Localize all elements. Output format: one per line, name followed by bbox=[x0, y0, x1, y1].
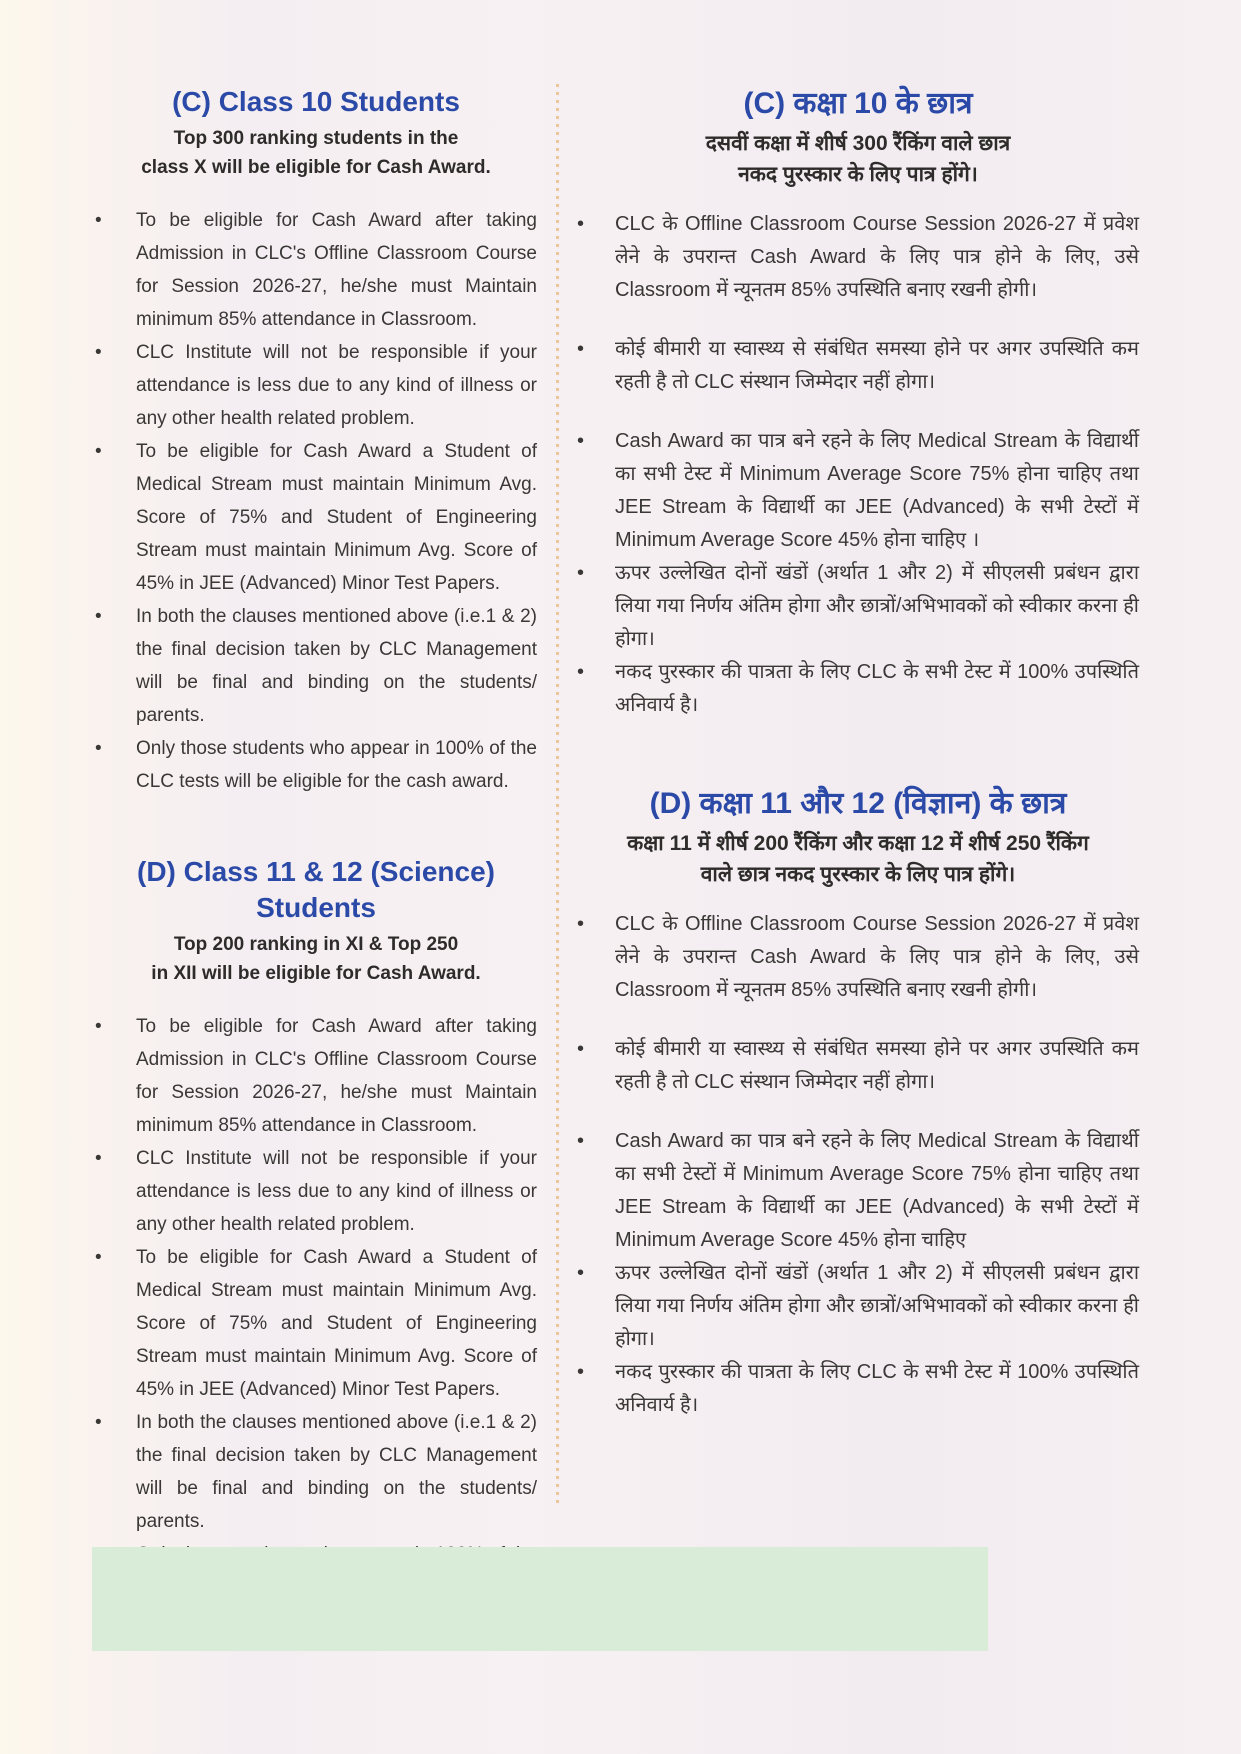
bullet-text: ऊपर उल्लेखित दोनों खंडों (अर्थात 1 और 2) में सीएलसी प्रबंधन द्वारा लिया गया निर्णय अंतिम होगा और छात्रों/अभिभावकों को स्वीकार करना ही होगा। bbox=[615, 562, 1139, 650]
bullet-text: CLC के Offline Classroom Course Session 2026-27 में प्रवेश लेने के उपरान्त Cash Award के लिए पात्र होने के लिए, उसे Classroom में न्यूनतम 85% उपस्थिति बनाए रखनी होगी। bbox=[615, 213, 1139, 301]
bullet-item bbox=[577, 1356, 1139, 1422]
bullet-text: To be eligible for Cash Award after taking Admission in CLC's Offline Classroom Course for Session 2026-27, he/she must Maintain minimum 85% attendance in Classroom. bbox=[136, 210, 537, 330]
section-heading: (C) Class 10 Students bbox=[172, 86, 460, 117]
bullet-item bbox=[95, 600, 537, 732]
bullet-item bbox=[95, 1241, 537, 1406]
bullet-item bbox=[577, 333, 1139, 399]
section-subheading bbox=[95, 124, 537, 182]
hindi-column bbox=[577, 84, 1139, 1422]
bullet-marker: • bbox=[577, 213, 585, 235]
bullet-text: CLC Institute will not be responsible if your attendance is less due to any kind of illness or any other health related problem. bbox=[136, 1148, 537, 1235]
green-highlight-box bbox=[92, 1547, 988, 1651]
bullet-item bbox=[577, 425, 1139, 557]
bullet-marker: • bbox=[577, 1361, 585, 1383]
subheading-line: दसवीं कक्षा में शीर्ष 300 रैंकिंग वाले छात्र bbox=[705, 132, 1011, 155]
bullet-text: ऊपर उल्लेखित दोनों खंडों (अर्थात 1 और 2) में सीएलसी प्रबंधन द्वारा लिया गया निर्णय अंतिम होगा और छात्रों/अभिभावकों को स्वीकार करना ही होगा। bbox=[615, 1262, 1139, 1350]
bullet-text: Only those students who appear in 100% of the CLC tests will be eligible for the cash award. bbox=[136, 738, 537, 792]
bullet-item bbox=[95, 1010, 537, 1142]
bullet-item bbox=[95, 204, 537, 336]
bullet-text: To be eligible for Cash Award a Student of Medical Stream must maintain Minimum Avg. Score of 75% and Student of Engineering Stream must maintain Minimum Avg. Score of 45% in JEE (Advanced) Minor Test Papers. bbox=[136, 441, 537, 594]
subheading-line: नकद पुरस्कार के लिए पात्र होंगे। bbox=[738, 163, 978, 186]
bullet-marker: • bbox=[95, 1148, 102, 1169]
section-subheading bbox=[577, 128, 1139, 190]
bullet-text: Cash Award का पात्र बने रहने के लिए Medical Stream के विद्यार्थी का सभी टेस्टों में Minimum Average Score 75% होना चाहिए तथा JEE Stream के विद्यार्थी का JEE (Advanced) के सभी टेस्टों में Minimum Average Score 45% होना चाहिए bbox=[615, 1130, 1139, 1251]
bullet-item bbox=[577, 208, 1139, 307]
section-d-english bbox=[95, 854, 537, 1604]
bullet-item bbox=[577, 1125, 1139, 1257]
bullet-item bbox=[95, 1142, 537, 1241]
section-d-hindi bbox=[577, 784, 1139, 1422]
subheading-line: Top 300 ranking students in the bbox=[173, 128, 459, 149]
subheading-line: class X will be eligible for Cash Award. bbox=[141, 157, 491, 178]
bullet-marker: • bbox=[577, 1262, 585, 1284]
bullet-item bbox=[95, 732, 537, 798]
section-c-english bbox=[95, 84, 537, 798]
bullet-marker: • bbox=[95, 210, 102, 231]
bullet-text: To be eligible for Cash Award after taking Admission in CLC's Offline Classroom Course for Session 2026-27, he/she must Maintain minimum 85% attendance in Classroom. bbox=[136, 1016, 537, 1136]
column-divider bbox=[556, 84, 559, 1505]
bullet-marker: • bbox=[95, 606, 102, 627]
bullet-item bbox=[577, 908, 1139, 1007]
bullet-marker: • bbox=[95, 342, 102, 363]
bullet-text: CLC के Offline Classroom Course Session 2026-27 में प्रवेश लेने के उपरान्त Cash Award के लिए पात्र होने के लिए, उसे Classroom में न्यूनतम 85% उपस्थिति बनाए रखनी होगी। bbox=[615, 913, 1139, 1001]
section-heading: (C) कक्षा 10 के छात्र bbox=[743, 87, 973, 120]
section-subheading bbox=[577, 828, 1139, 890]
bullet-list bbox=[95, 204, 537, 798]
bullet-marker: • bbox=[95, 1016, 102, 1037]
bullet-marker: • bbox=[577, 338, 585, 360]
bullet-list bbox=[95, 1010, 537, 1604]
bullet-text: In both the clauses mentioned above (i.e.1 & 2) the final decision taken by CLC Management will be final and binding on the students/ parents. bbox=[136, 606, 537, 726]
bullet-marker: • bbox=[577, 1130, 585, 1152]
bullet-marker: • bbox=[577, 430, 585, 452]
bullet-marker: • bbox=[577, 562, 585, 584]
bullet-text: नकद पुरस्कार की पात्रता के लिए CLC के सभी टेस्ट में 100% उपस्थिति अनिवार्य है। bbox=[615, 1361, 1139, 1416]
subheading-line: वाले छात्र नकद पुरस्कार के लिए पात्र होंगे। bbox=[700, 863, 1016, 886]
bullet-item bbox=[95, 1406, 537, 1538]
bullet-text: कोई बीमारी या स्वास्थ्य से संबंधित समस्या होने पर अगर उपस्थिति कम रहती है तो CLC संस्थान जिम्मेदार नहीं होगा। bbox=[615, 338, 1139, 393]
section-subheading bbox=[95, 930, 537, 988]
subheading-line: कक्षा 11 में शीर्ष 200 रैंकिंग और कक्षा 12 में शीर्ष 250 रैंकिंग bbox=[627, 832, 1089, 855]
bullet-text: In both the clauses mentioned above (i.e.1 & 2) the final decision taken by CLC Management will be final and binding on the students/ parents. bbox=[136, 1412, 537, 1532]
bullet-text: CLC Institute will not be responsible if your attendance is less due to any kind of illness or any other health related problem. bbox=[136, 342, 537, 429]
bullet-marker: • bbox=[577, 1038, 585, 1060]
bullet-item bbox=[577, 557, 1139, 656]
bullet-text: नकद पुरस्कार की पात्रता के लिए CLC के सभी टेस्ट में 100% उपस्थिति अनिवार्य है। bbox=[615, 661, 1139, 716]
bullet-item bbox=[577, 1033, 1139, 1099]
bullet-item bbox=[95, 336, 537, 435]
bullet-text: कोई बीमारी या स्वास्थ्य से संबंधित समस्या होने पर अगर उपस्थिति कम रहती है तो CLC संस्थान जिम्मेदार नहीं होगा। bbox=[615, 1038, 1139, 1093]
bullet-item bbox=[577, 656, 1139, 722]
bullet-marker: • bbox=[577, 913, 585, 935]
section-heading: (D) Class 11 & 12 (Science) Students bbox=[137, 856, 495, 923]
bullet-marker: • bbox=[95, 441, 102, 462]
subheading-line: in XII will be eligible for Cash Award. bbox=[151, 963, 481, 984]
bullet-item bbox=[95, 435, 537, 600]
section-c-hindi bbox=[577, 84, 1139, 722]
bullet-list bbox=[577, 208, 1139, 722]
bullet-item bbox=[577, 1257, 1139, 1356]
english-column bbox=[95, 84, 537, 1604]
bullet-text: To be eligible for Cash Award a Student of Medical Stream must maintain Minimum Avg. Score of 75% and Student of Engineering Stream must maintain Minimum Avg. Score of 45% in JEE (Advanced) Minor Test Papers. bbox=[136, 1247, 537, 1400]
section-heading: (D) कक्षा 11 और 12 (विज्ञान) के छात्र bbox=[649, 787, 1067, 820]
bullet-marker: • bbox=[95, 1412, 102, 1433]
subheading-line: Top 200 ranking in XI & Top 250 bbox=[173, 934, 459, 955]
bullet-marker: • bbox=[577, 661, 585, 683]
bullet-text: Cash Award का पात्र बने रहने के लिए Medical Stream के विद्यार्थी का सभी टेस्ट में Minimum Average Score 75% होना चाहिए तथा JEE Stream के विद्यार्थी का JEE (Advanced) के सभी टेस्टों में Minimum Average Score 45% होना चाहिए । bbox=[615, 430, 1139, 551]
bullet-marker: • bbox=[95, 1247, 102, 1268]
bullet-list bbox=[577, 908, 1139, 1422]
bullet-marker: • bbox=[95, 738, 102, 759]
